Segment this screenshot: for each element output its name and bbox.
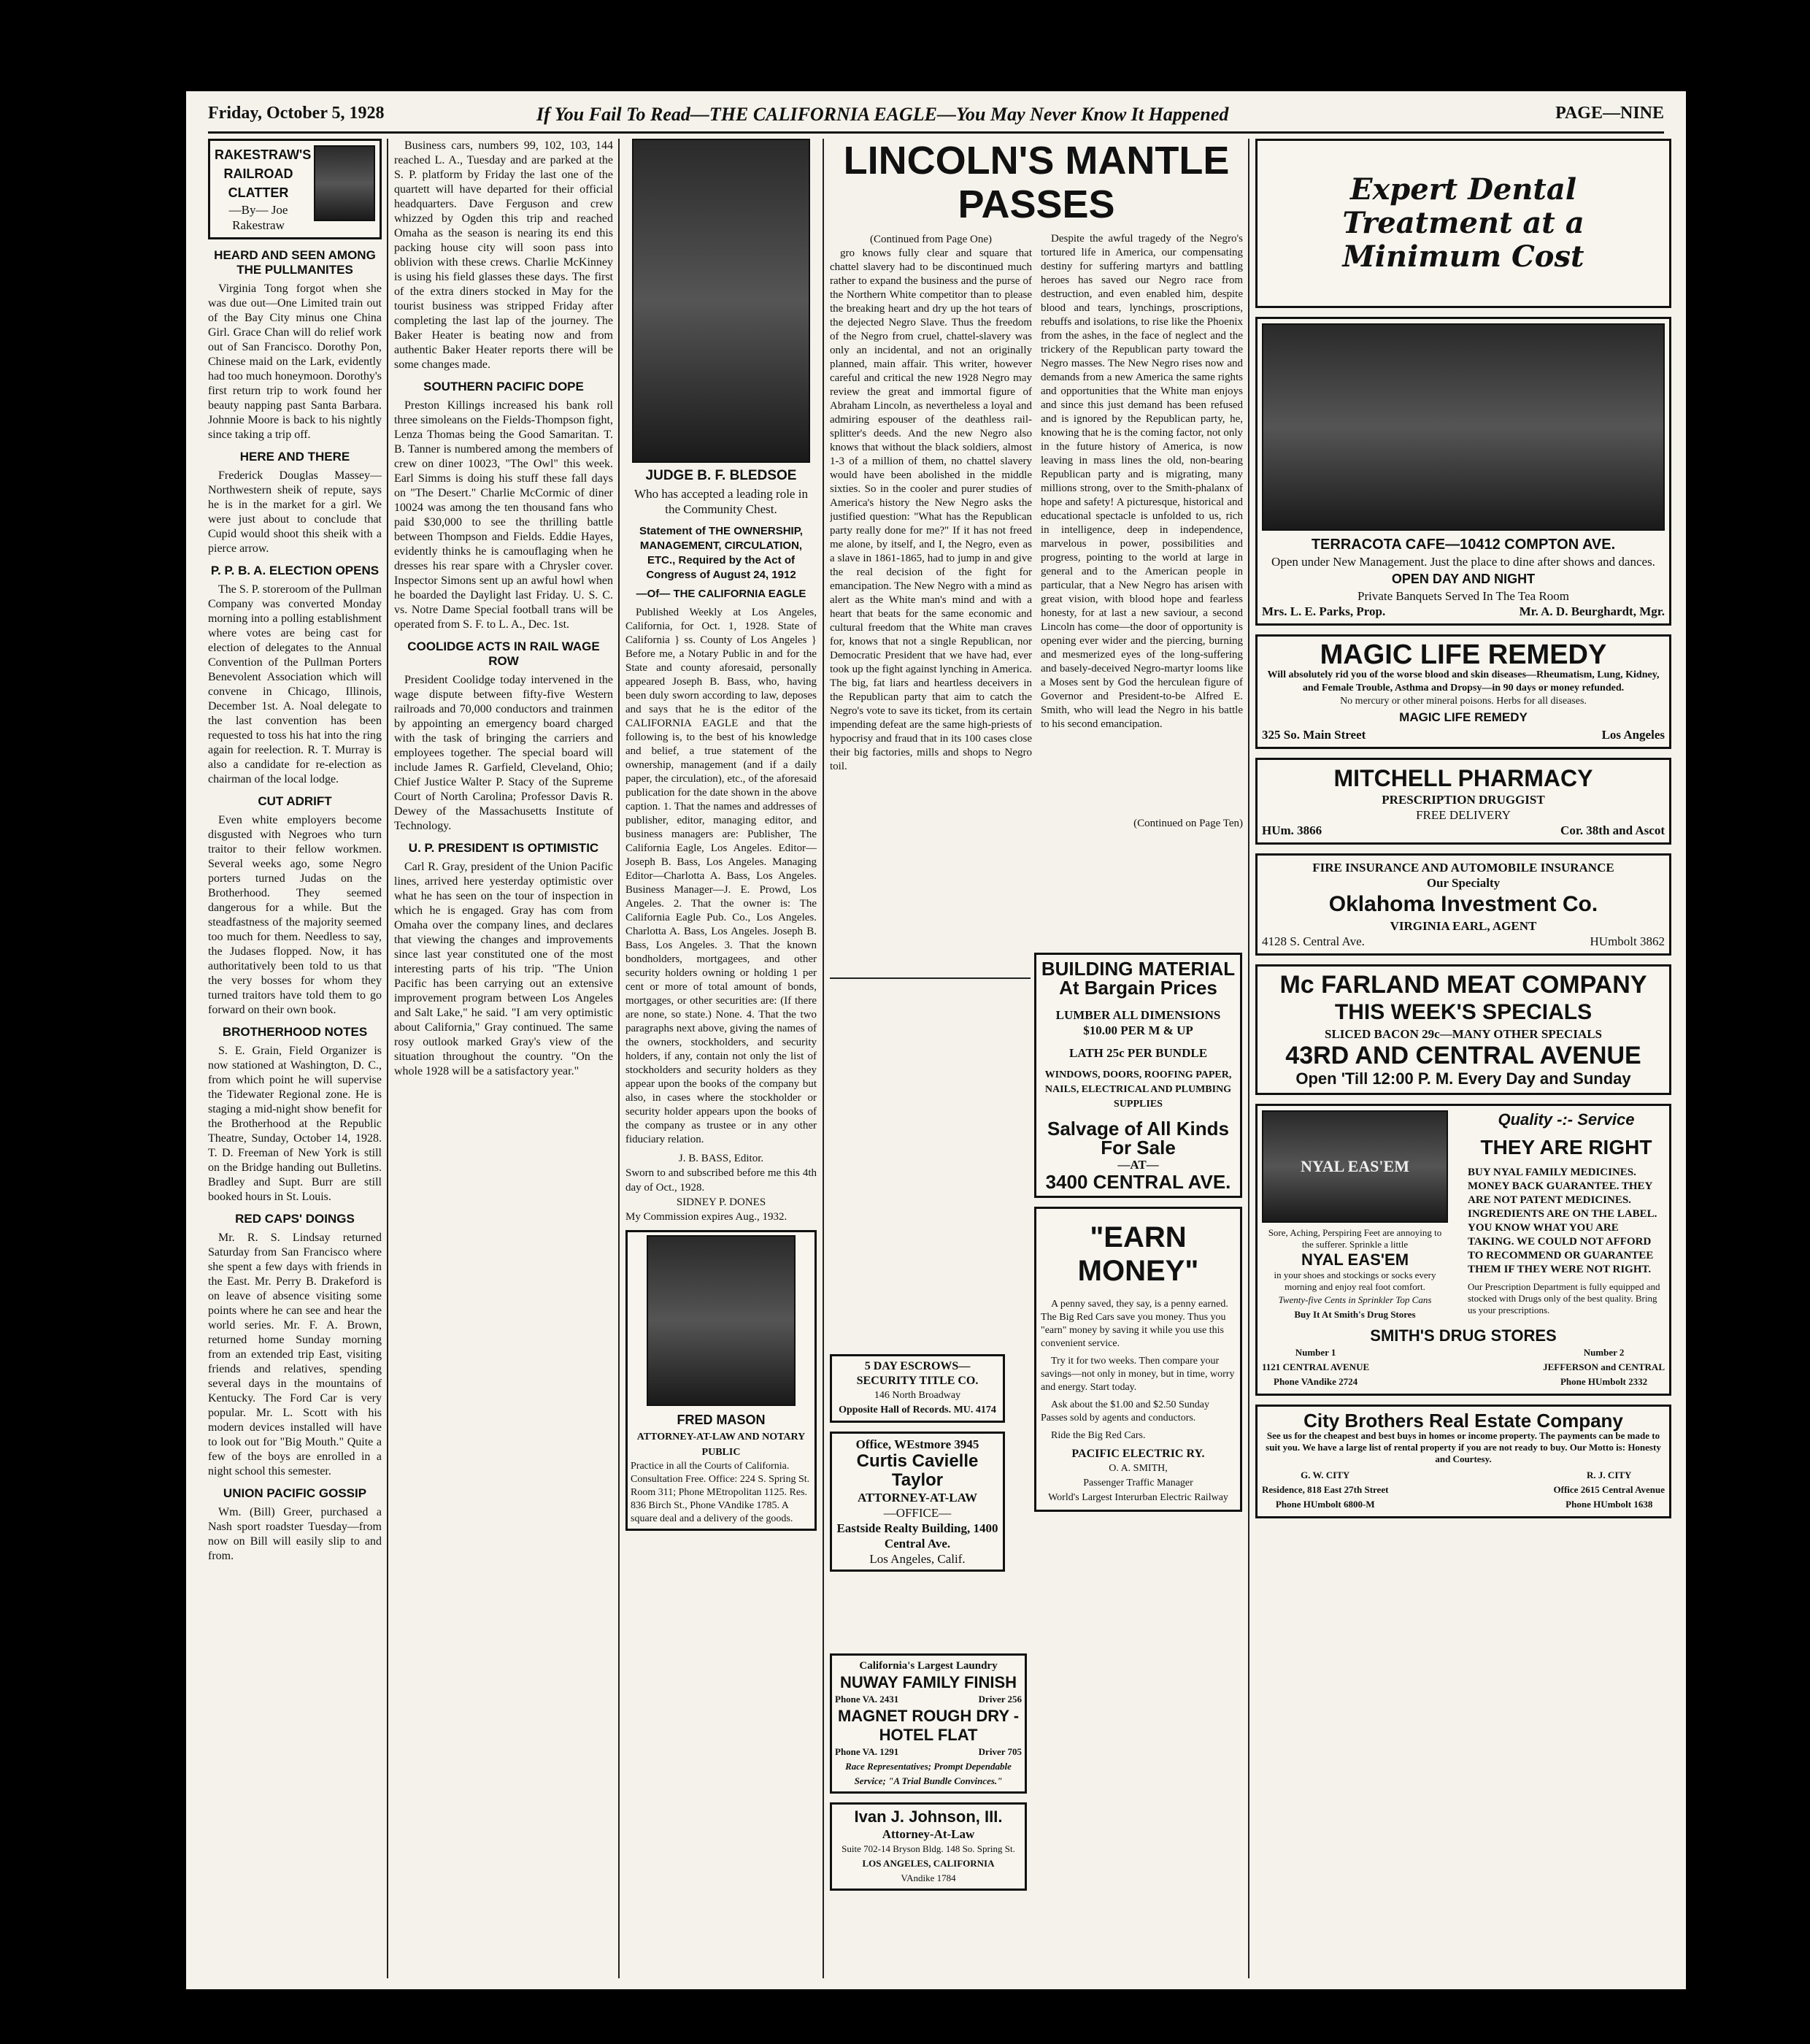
section-title: CUT ADRIFT bbox=[258, 794, 332, 808]
earn-manager-title: Passenger Traffic Manager bbox=[1083, 1478, 1193, 1488]
city-r-office: Office 2615 Central Avenue bbox=[1553, 1484, 1665, 1495]
section-text: Frederick Douglas Massey—Northwestern sheik of repute, says he is in the market for a girl. We were just about to conclude that Cupid would shoot this sheik with a pierce arrow. bbox=[208, 469, 382, 555]
statement-of: —Of— THE CALIFORNIA EAGLE bbox=[636, 588, 806, 600]
continued-on: (Continued on Page Ten) bbox=[1133, 818, 1243, 829]
section-title: HEARD AND SEEN AMONG THE PULLMANITES bbox=[214, 248, 376, 277]
johnson-phone: VAndike 1784 bbox=[901, 1872, 956, 1883]
laundry-phone2: Phone VA. 1291 bbox=[835, 1746, 899, 1757]
escrow-address: 146 North Broadway bbox=[874, 1390, 961, 1401]
magic-desc: Will absolutely rid you of the worse blood and skin diseases—Rheumatism, Lung, Kidney, and Female Trouble, Asthma and Dropsy—in 90 days or money refunded. bbox=[1267, 669, 1660, 694]
cafe-name: TERRACOTA CAFE—10412 COMPTON AVE. bbox=[1311, 537, 1616, 553]
section-title: BROTHERHOOD NOTES bbox=[222, 1025, 368, 1039]
lincoln-lower-left bbox=[830, 975, 1031, 1340]
meat-specials: THIS WEEK'S SPECIALS bbox=[1334, 1000, 1593, 1024]
store1-number: Number 1 bbox=[1295, 1347, 1336, 1358]
laundry-driver2: Driver 705 bbox=[978, 1746, 1022, 1757]
escrow-ad bbox=[830, 1354, 1005, 1423]
magic-city: Los Angeles bbox=[1601, 728, 1665, 742]
magic-note: No mercury or other mineral poisons. Herbs for all diseases. bbox=[1340, 696, 1587, 707]
escrow-line: 5 DAY ESCROWS—SECURITY TITLE CO. bbox=[856, 1360, 979, 1387]
insurance-agent: VIRGINIA EARL, AGENT bbox=[1390, 919, 1537, 933]
section-title: SOUTHERN PACIFIC DOPE bbox=[423, 380, 584, 393]
pharmacy-ad bbox=[1255, 758, 1671, 845]
ad-title: ATTORNEY-AT-LAW AND NOTARY PUBLIC bbox=[636, 1432, 806, 1458]
statement-text: Published Weekly at Los Angeles, California, for Oct. 1, 1928. State of California } ss. County of Los Angeles } Before me, a Notary Public in and for the State and county aforesaid, personally appeared Joseph B. Bass, who, having been duly sworn according to law, deposes and says that he is the editor of the CALIFORNIA EAGLE and that the following is, to the best of his knowledge and belief, a true statement of the ownership, management (and if a daily paper, the circulation), etc., of the aforesaid publication for the date shown in the above caption. 1. That the names and addresses of publisher, editor, managing editor, and business managers are: Publisher, The California Eagle, Los Angeles. Editor—Joseph B. Bass, Los Angeles. Managing Editor—Charlotta A. Bass, Los Angeles. Business Manager—J. E. Prowd, Los Angeles. 2. That the owner is: The California Eagle Pub. Co., Los Angeles. Charlotta A. Bass, Los Angeles. Joseph B. Bass, Los Angeles. 3. That the known bondholders, mortgagees, and other security holders owning or holding 1 per cent or more of total amount of bonds, mortgages, or other securities are: (If there are none, so state.) None. 4. That the two paragraphs next above, giving the names of the owners, stockholders, and security holders, if any, contain not only the list of stockholders and security holders as they appear upon the books of the company but also, in cases where the stockholder or security holder appears upon the books of the company as trustee or in any other fiduciary relation. bbox=[625, 607, 817, 1145]
store2-number: Number 2 bbox=[1583, 1347, 1625, 1358]
cafe-desc: Open under New Management. Just the place to dine after shows and dances. bbox=[1271, 555, 1655, 569]
nyal-buy: Buy It At Smith's Drug Stores bbox=[1294, 1309, 1416, 1320]
earn-money-ad bbox=[1034, 1207, 1242, 1512]
store2-address: JEFFERSON and CENTRAL bbox=[1543, 1361, 1665, 1372]
cafe-banquets: Private Banquets Served In The Tea Room bbox=[1358, 589, 1569, 603]
column-rule bbox=[618, 139, 620, 1978]
newspaper-page bbox=[186, 91, 1686, 1989]
magic-address: 325 So. Main Street bbox=[1262, 728, 1366, 742]
pharmacy-delivery: FREE DELIVERY bbox=[1416, 808, 1511, 822]
building-material-ad bbox=[1034, 953, 1242, 1198]
city-g-res: Residence, 818 East 27th Street bbox=[1262, 1484, 1389, 1495]
city-r: R. J. CITY bbox=[1587, 1469, 1632, 1480]
bm-salvage: Salvage of All Kinds For Sale bbox=[1047, 1118, 1229, 1159]
photo-subcaption: Who has accepted a leading role in the Community Chest. bbox=[634, 487, 808, 516]
column-railroad-continued bbox=[394, 139, 613, 1982]
issue-date: Friday, October 5, 1928 bbox=[208, 104, 385, 123]
continued-from: (Continued from Page One) bbox=[869, 234, 993, 245]
cafe-hours: OPEN DAY AND NIGHT bbox=[1391, 572, 1536, 586]
notary-name: SIDNEY P. DONES bbox=[676, 1196, 766, 1208]
store1-address: 1121 CENTRAL AVENUE bbox=[1262, 1361, 1370, 1372]
section-text: Carl R. Gray, president of the Union Pacific lines, arrived here yesterday optimistic over what he has seen on the tour of inspection in which he is engaged. Gray has com from Omaha over the company lines, and declares that viewing the changes and improvements since last year constituted one of the most interesting parts of his trip. "The Union Pacific has been carrying out an extensive improvement program between Los Angeles and Salt Lake," he said. "I am very optimistic about California," Gray continued. The same rosy outlook marked Gray's view of the situation throughout the country. "On the whole 1928 will be a satisfactory year." bbox=[394, 861, 613, 1077]
earn-company: PACIFIC ELECTRIC RY. bbox=[1071, 1448, 1205, 1460]
ad-name: FRED MASON bbox=[677, 1413, 766, 1427]
cafe-photo bbox=[1262, 323, 1665, 531]
column-bottom-ads bbox=[830, 1653, 1027, 1982]
section-text: S. E. Grain, Field Organizer is now stationed at Washington, D. C., from which point he will supervise the Tidewater Regional zone. He is staging a mid-night show benefit for the Brotherhood at the Republic Theatre, Sunday, October 14, 1928. T. D. Freeman of New York is still on the Bridge handing out Bulletins. Bradley and Supt. Burr are still booked hours in St. Louis. bbox=[208, 1045, 382, 1203]
nyal-illustration: NYAL EAS'EM bbox=[1262, 1110, 1448, 1223]
nyal-right: THEY ARE RIGHT bbox=[1480, 1136, 1652, 1159]
magic-headline: MAGIC LIFE REMEDY bbox=[1320, 639, 1607, 670]
divider bbox=[830, 977, 1031, 979]
store1-phone: Phone VAndike 2724 bbox=[1274, 1376, 1358, 1387]
byline: —By— Joe Rakestraw bbox=[228, 203, 288, 232]
insurance-heading: FIRE INSURANCE AND AUTOMOBILE INSURANCE bbox=[1312, 861, 1614, 875]
johnson-title: Attorney-At-Law bbox=[882, 1827, 975, 1841]
cafe-ad bbox=[1255, 317, 1671, 626]
statement-title: Statement of THE OWNERSHIP, MANAGEMENT, CIRCULATION, ETC., Required by the Act of Congress of August 24, 1912 bbox=[639, 525, 803, 581]
nyal-sore: Sore, Aching, Perspiring Feet are annoying to the sufferer. Sprinkle a little bbox=[1268, 1227, 1442, 1250]
insurance-ad bbox=[1255, 853, 1671, 956]
bm-address: 3400 CENTRAL AVE. bbox=[1045, 1171, 1231, 1193]
column-rule bbox=[823, 139, 824, 1978]
taylor-ad bbox=[830, 1432, 1005, 1572]
bm-sub: At Bargain Prices bbox=[1059, 977, 1217, 999]
pharmacy-name: MITCHELL PHARMACY bbox=[1333, 765, 1593, 791]
section-text: Virginia Tong forgot when she was due out—One Limited train out of the Bay City minus one China Girl. Grace Chan will do relief work out of San Francisco. Dorothy Pon, Chinese maid on the Lark, evidently had too much honeymoon. Dorothy's first return trip to work found her beauty napping past Santa Barbara. Johnnie Moore is back to his nightly since taking a trip off. bbox=[208, 283, 382, 441]
insurance-phone: HUmbolt 3862 bbox=[1590, 934, 1665, 948]
johnson-name: Ivan J. Johnson, III. bbox=[854, 1807, 1003, 1826]
johnson-city: LOS ANGELES, CALIFORNIA bbox=[862, 1858, 995, 1869]
article-headline: LINCOLN'S MANTLE PASSES bbox=[843, 139, 1230, 226]
earn-headline: "EARN MONEY" bbox=[1077, 1221, 1199, 1287]
section-title: HERE AND THERE bbox=[239, 450, 350, 464]
laundry-tag: California's Largest Laundry bbox=[859, 1660, 998, 1672]
insurance-specialty: Our Specialty bbox=[1426, 876, 1501, 890]
section-text: President Coolidge today intervened in the wage dispute between fifty-five Western railroads and 70,000 conductors and trainmen by appointing an emergency board charged with the task of bringing the carriers and employees together. The special board will include James R. Garfield, Cleveland, Ohio; Chief Justice Walter P. Stacy of the Supreme Court of North Carolina; Professor Davis R. Dewey of the Massachusetts Institute of Technology. bbox=[394, 674, 613, 832]
meat-hours: Open 'Till 12:00 P. M. Every Day and Sunday bbox=[1295, 1069, 1631, 1088]
insurance-address: 4128 S. Central Ave. bbox=[1262, 934, 1365, 948]
taylor-name: Curtis Cavielle Taylor bbox=[856, 1451, 979, 1490]
nyal-p1: BUY NYAL FAMILY MEDICINES. MONEY BACK GUARANTEE. THEY ARE NOT PATENT MEDICINES. INGREDIENTS ARE ON THE LABEL. YOU KNOW WHAT YOU ARE TAKING. WE COULD NOT AFFORD TO RECOMMEND OR GUARANTEE THEM IF THEY WERE NOT RIGHT. bbox=[1468, 1167, 1657, 1275]
statement-sworn: Sworn to and subscribed before me this 4th day of Oct., 1928. bbox=[625, 1167, 817, 1194]
statement-signature: J. B. BASS, Editor. bbox=[678, 1153, 764, 1164]
laundry-slogan: Race Representatives; Prompt Dependable Service; "A Trial Bundle Convinces." bbox=[845, 1761, 1012, 1786]
laundry-driver1: Driver 256 bbox=[978, 1694, 1022, 1705]
nyal-quality: Quality -:- Service bbox=[1498, 1110, 1635, 1129]
bm-price: $10.00 PER M & UP bbox=[1083, 1023, 1193, 1037]
column-statement bbox=[625, 139, 817, 1982]
column-ads-right bbox=[1255, 139, 1671, 1982]
store2-phone: Phone HUmbolt 2332 bbox=[1560, 1376, 1648, 1387]
article-text-b: Despite the awful tragedy of the Negro's tortured life in America, our compensating destiny for suffering martyrs and battling heroes has saved our Negro race from destruction, and even enabled him, despite blood and tears, lynchings, proscriptions, rebuffs and isolations, to rise like the Phoenix from the ashes, in the face of neglect and the trickery of the Republican party toward the Negro masses. The New Negro rises now and demands from a new America the same rights and opportunities that the White man enjoys and since this just demand has been refused and is ignored by the Republican party, he, knowing that he is the coming factor, not only in the future history of America, is now leaving in mass lines the old, non-bearing Republican party and is migrating, many millions strong, over to the Smith-phalanx of hope and safety! A picturesque, historical and educational spectacle is unfolded to us, rich in intelligence, deep in independence, marvelous in power, possibilities and progress, pointing to the world at large in general and to the American people in particular, that a New Negro has arisen with great vision, with blood hope and fearless honesty, for at last a new saviour, a second Lincoln has come—the door of opportunity is opening ever wider and the piercing, burning and mesmerized eyes of the long-suffering and basely-deceived Negro-martyr looms like a Moses sent by God the herculean figure of Governor and President-to-be Alfred E. Smith, who will lead the Negro in his battle to his second emancipation. bbox=[1041, 233, 1243, 730]
section-text: Mr. R. S. Lindsay returned Saturday from San Francisco where she spent a few days with friends in the East. Mr. Perry B. Drakeford is on leave of absence visiting some points where he can see and hear the world series. Mr. F. A. Brown, returned home Sunday morning from an extended trip East, visiting friends and relatives, spending several days in the mountains of Kentucky. The Ford Car is very popular. Mr. L. Scott with his modern devices installed will have to look out for "Big Mouth." Quite a few of the boys are enrolled in a night school this semester. bbox=[208, 1232, 382, 1478]
section-text: Preston Killings increased his bank roll three simoleans on the Fields-Thompson fight, Lenza Thomas being the Good Samaritan. T. B. Tanner is numbered among the members of crew on diner 10023, "The Owl" this week. Earl Simms is doing his stuff these fall days on "The Desert." Charlie McCormic of diner 10024 was among the ten thousand fans who paid $30,000 to see the thrilling battle between Thompson and Fields. Eddie Hayes, evidently thinks he is camouflaging when he dresses his rear spare with a Chrysler cover. Inspector Simons sent up an awful howl when he boarded the Daylight last Friday. U. S. C. vs. Notre Dame Special football trans will be operated from S. F. to L. A., Dec. 1st. bbox=[394, 399, 613, 631]
dental-text: Expert Dental Treatment at a Minimum Cost bbox=[1342, 172, 1584, 274]
taylor-city: Los Angeles, Calif. bbox=[869, 1552, 966, 1566]
city-brothers-ad bbox=[1255, 1405, 1671, 1518]
section-text: Even white employers become disgusted with Negroes who turn traitor to their fellow workmen. Several weeks ago, some Negro porters turned Judas on the Brotherhood. They seemed dangerous for a while. But the steadfastness of the majority seemed too much for them. Needless to say, the Judases flopped. Now, it has authoritatively been told to us that the very bosses for whom they turned traitors have told them to go forward on their own book. bbox=[208, 814, 382, 1016]
meat-bacon: SLICED BACON 29c—MANY OTHER SPECIALS bbox=[1324, 1027, 1603, 1041]
column-ads-middle bbox=[1034, 953, 1242, 1975]
column-heading: RAKESTRAW'S RAILROAD CLATTER bbox=[215, 147, 312, 200]
cafe-mgr: Mr. A. D. Beurghardt, Mgr. bbox=[1519, 604, 1665, 618]
laundry-ad bbox=[830, 1653, 1027, 1794]
meat-name: Mc FARLAND MEAT COMPANY bbox=[1279, 971, 1647, 999]
dental-ad bbox=[1255, 139, 1671, 308]
nyal-price: Twenty-five Cents in Sprinkler Top Cans bbox=[1278, 1294, 1432, 1305]
section-text: Wm. (Bill) Greer, purchased a Nash sport roadster Tuesday—from now on Bill will easily slip to and from. bbox=[208, 1506, 382, 1562]
earn-p3: Ask about the $1.00 and $2.50 Sunday Passes sold by agents and conductors. bbox=[1041, 1399, 1209, 1424]
insurance-company: Oklahoma Investment Co. bbox=[1328, 892, 1598, 916]
cafe-prop: Mrs. L. E. Parks, Prop. bbox=[1262, 604, 1386, 618]
page-number: PAGE—NINE bbox=[1555, 104, 1664, 123]
section-title: P. P. B. A. ELECTION OPENS bbox=[210, 564, 380, 577]
pharmacy-address: Cor. 38th and Ascot bbox=[1560, 823, 1665, 837]
masthead bbox=[208, 102, 1664, 134]
nyal-easem: NYAL EAS'EM bbox=[1301, 1250, 1409, 1269]
nyal-sore2: in your shoes and stockings or socks every morning and enjoy real foot comfort. bbox=[1274, 1269, 1436, 1292]
photo-caption: JUDGE B. F. BLEDSOE bbox=[645, 468, 797, 483]
magic-name: MAGIC LIFE REMEDY bbox=[1399, 710, 1528, 724]
bm-headline: BUILDING MATERIAL bbox=[1041, 958, 1236, 980]
nyal-p2: Our Prescription Department is fully equipped and stocked with Drugs only of the best quality. Bring us your prescriptions. bbox=[1468, 1281, 1660, 1315]
article-text-a: gro knows fully clear and square that chattel slavery had to be discontinued much rather to expand the business and the purse of the Northern White competitor than to please the breaking heart and dry up the hot tears of the dejected Negro Slave. Thus the freedom of the Negro from cruel, chattel-slavery was only an incidental, and not an originally planned, main affair. This writer, however careful and critical the new 1928 Negro may review the great and immortal figure of Abraham Lincoln, as nevertheless a loyal and admiring espouser of the deathless rail-splitter's deeds. And the new Negro also knows that without the black soldiers, almost 1-3 of a million of them, no chattel slavery would have been abolished in the middle sixties. So in the cooler and purer studies of America's history the New Negro asks the justified question: "What has the Republican party really done for me?" If it has not freed me alone, by itself, and I, the Negro, even as a slave in 1861-1865, had to jump in and give the real decision of the fight for emancipation. The New Negro with a mind as alert as the White man's mind and with a heart that beats for the same economic and cultural freedom that the White man craves for, knows that not a single Republican, nor Democratic President that we have had, ever took up the fight against lynching in America. The big, fat liars and heartless deceivers in the Republican party that aim to catch the Negro's vote to save its ticket, from its certain impending defeat are the same high-priests of hypocrisy and fraud that in its 100 cases close their big factories, mills and shops to Negro toil. bbox=[830, 247, 1032, 772]
laundry-phone1: Phone VA. 2431 bbox=[835, 1694, 899, 1705]
column-rule bbox=[1248, 139, 1249, 1978]
taylor-office: —OFFICE— bbox=[883, 1506, 952, 1520]
column-railroad-clatter bbox=[208, 139, 382, 1982]
col1-sections bbox=[208, 248, 382, 1564]
earn-p4: Ride the Big Red Cars. bbox=[1051, 1430, 1146, 1441]
city-name: City Brothers Real Estate Company bbox=[1303, 1410, 1623, 1432]
section-title: RED CAPS' DOINGS bbox=[235, 1212, 355, 1226]
earn-manager: O. A. SMITH, bbox=[1109, 1463, 1168, 1474]
section-title: COOLIDGE ACTS IN RAIL WAGE ROW bbox=[407, 639, 600, 668]
bm-lath: LATH 25c PER BUNDLE bbox=[1068, 1046, 1208, 1060]
bm-supplies: WINDOWS, DOORS, ROOFING PAPER, NAILS, ELECTRICAL AND PLUMBING SUPPLIES bbox=[1044, 1069, 1232, 1110]
smith-stores: SMITH'S DRUG STORES bbox=[1370, 1326, 1557, 1345]
nyal-ad bbox=[1255, 1104, 1671, 1396]
fred-mason-photo bbox=[647, 1235, 796, 1406]
laundry-nuway: NUWAY FAMILY FINISH bbox=[839, 1673, 1017, 1691]
author-photo bbox=[314, 145, 375, 221]
pharmacy-type: PRESCRIPTION DRUGGIST bbox=[1382, 793, 1545, 807]
city-r-phone: Phone HUmbolt 1638 bbox=[1566, 1499, 1653, 1510]
bm-at: —AT— bbox=[1117, 1158, 1159, 1172]
taylor-title: ATTORNEY-AT-LAW bbox=[857, 1491, 978, 1505]
laundry-magnet: MAGNET ROUGH DRY - HOTEL FLAT bbox=[837, 1707, 1020, 1744]
city-g: G. W. CITY bbox=[1301, 1469, 1350, 1480]
johnson-ad bbox=[830, 1802, 1027, 1891]
section-title: UNION PACIFIC GOSSIP bbox=[223, 1486, 367, 1500]
bm-lumber: LUMBER ALL DIMENSIONS bbox=[1055, 1008, 1221, 1022]
escrow-phone: Opposite Hall of Records. MU. 4174 bbox=[839, 1405, 996, 1415]
column-rule bbox=[387, 139, 388, 1978]
masthead-slogan: If You Fail To Read—THE CALIFORNIA EAGLE—You May Never Know It Happened bbox=[536, 104, 1229, 125]
taylor-building: Eastside Realty Building, 1400 Central Ave. bbox=[836, 1521, 998, 1551]
city-g-phone: Phone HUmbolt 6800-M bbox=[1275, 1499, 1375, 1510]
meat-ad bbox=[1255, 964, 1671, 1095]
section-text: The S. P. storeroom of the Pullman Company was converted Monday morning into a polling establishment where votes are being cast for election of delegates to the Annual Convention of the Pullman Porters Benevolent Association which will convene in Chicago, Illinois, December 1st. A. Noal delegate to the last convention has been requested to toss his hat into the ring again for reelection. R. T. Murray is also a candidate for re-election as chairman of the local lodge. bbox=[208, 583, 382, 785]
johnson-address: Suite 702-14 Bryson Bldg. 148 So. Spring St. bbox=[842, 1843, 1015, 1854]
earn-p2: Try it for two weeks. Then compare your savings—not only in money, but in time, worry and energy. Start today. bbox=[1041, 1356, 1235, 1393]
taylor-phone: Office, WEstmore 3945 bbox=[855, 1437, 979, 1451]
notary-commission: My Commission expires Aug., 1932. bbox=[625, 1211, 787, 1223]
pharmacy-phone: HUm. 3866 bbox=[1262, 823, 1322, 837]
section-text: Business cars, numbers 99, 102, 103, 144 reached L. A., Tuesday and are parked at the S. P. platform by Friday the last one of the quartett will have departed for their official headquarters. Dave Ferguson and crew whizzed by Ogden this trip and reached Omaha as the season is nearing its end this packing house city will soon pass into oblivion with these crews. Charlie McKinney is using his field glasses these days. The first of the extra diners stocked in May for the tourist business was stripped Friday after completing the last lap of the journey. The Baker Heater is beating now and from authentic Baker Heater reports there will be some changes made. bbox=[394, 139, 613, 371]
column-header-box bbox=[208, 139, 382, 239]
city-desc: See us for the cheapest and best buys in homes or income property. The payments can be made to suit you. We have a large list of rental property if you are not ready to buy. Our Motto is: Honesty and Courtesy. bbox=[1266, 1430, 1661, 1464]
earn-tagline: World's Largest Interurban Electric Railway bbox=[1048, 1492, 1228, 1503]
section-title: U. P. PRESIDENT IS OPTIMISTIC bbox=[408, 841, 599, 855]
ad-text: Practice in all the Courts of California. Consultation Free. Office: 224 S. Spring St. Room 311; Phone MEtropolitan 1125. Res. 836 Birch St., Phone VAndike 1785. A square deal and a delivery of the goods. bbox=[631, 1461, 810, 1524]
judge-photo bbox=[632, 139, 810, 463]
article-body bbox=[830, 232, 1243, 816]
magic-life-ad bbox=[1255, 634, 1671, 749]
earn-p1: A penny saved, they say, is a penny earned. The Big Red Cars save you money. Thus you "earn" money by saving it while you use this convenient service. bbox=[1041, 1299, 1228, 1349]
meat-address: 43RD AND CENTRAL AVENUE bbox=[1285, 1042, 1641, 1069]
fred-mason-ad bbox=[625, 1230, 817, 1531]
